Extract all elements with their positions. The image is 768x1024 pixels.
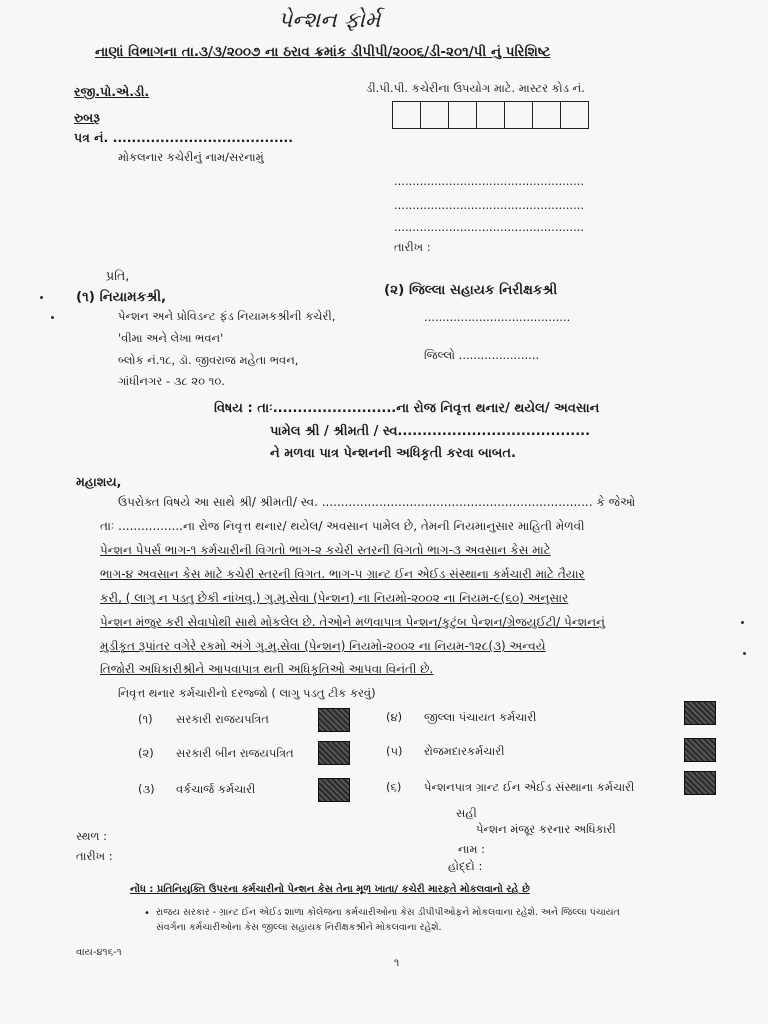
body-line: પેન્શન પેપર્સ ભાગ-૧ કર્મચારીની વિગતો ભાગ-૨ કચેરી સ્તરની વિગતો ભાગ-૩ અવસાન કેસ માટે — [100, 543, 551, 557]
recipient-2-title: (૨) જિલ્લા સહાયક નિરીક્ષકશ્રી — [384, 282, 558, 298]
code-box[interactable] — [393, 102, 421, 128]
registered-ad-label: રજી.પો.એ.ડી. — [74, 84, 150, 99]
officer-designation-field[interactable]: હોદ્દો : — [448, 859, 483, 873]
employee-grade-heading: નિવૃત્ત થનાર કર્મચારીનો દરજ્જો ( લાગુ પડતુ ટીક કરવું) — [118, 686, 376, 700]
grade-checkbox[interactable] — [684, 701, 716, 725]
grade-label: સરકારી બીન રાજયપત્રિત — [176, 746, 294, 760]
body-line: તાઃ .................ના રોજ નિવૃત્ત થનાર/ થયેલ/ અવસાન પામેલ છે, તેમની નિયમાનુસાર માહિતી મેળવી — [100, 519, 585, 533]
recipient-1-title: (૧) નિયામકશ્રી, — [76, 289, 167, 305]
grade-label: રોજમદારકર્મચારી — [424, 744, 505, 758]
recipient-2-field[interactable]: ........................................ — [424, 310, 571, 324]
date-label: તારીખ : — [394, 240, 431, 254]
page-number: ૧ — [394, 956, 400, 969]
code-box[interactable] — [561, 102, 588, 128]
handwritten-title: પેન્શન ફોર્મ — [278, 8, 381, 33]
grade-label: પેન્શનપાત્ર ગ્રાન્ટ ઈન એઈડ સંસ્થાના કર્મચારી — [424, 780, 635, 794]
body-line: મુડીકૃત રૂપાંતર વગેરે રકમો અંગે ગુ.મુ.સેવા (પેન્શન) નિયમો-૨૦૦૨ ના નિયમ-૧૨૮(૩) અન્વયે — [100, 639, 546, 653]
dpp-master-code-label: ડી.પી.પી. કચેરીના ઉપયોગ માટે. માસ્ટર કોડ નં. — [366, 81, 585, 95]
officer-name-field[interactable]: નામ : — [458, 842, 486, 856]
scan-speck — [40, 296, 43, 299]
body-line: તિજોરી અધિકારીશ્રીને આપવાપાત્ર થતી અધિકૃતિઓ આપવા વિનંતી છે. — [100, 662, 434, 676]
bullet-line: સંવર્ગના કર્મચારીઓના કેસ જીલ્લા સહાયક નિરીક્ષકશ્રીને મોકલવાના રહેશે. — [156, 922, 442, 933]
subject-line: પામેલ શ્રી / શ્રીમતી / સ્વ....................................... — [270, 424, 591, 439]
in-person-label: રુબરૂ — [74, 110, 100, 125]
scan-speck — [51, 316, 54, 319]
body-line: ઉપરોક્ત વિષયે આ સાથે શ્રી/ શ્રીમતી/ સ્વ. ....................................................................... કે જેઓ — [118, 495, 636, 509]
grade-checkbox[interactable] — [318, 708, 350, 732]
recipient-1-line: બ્લોક નં.૧૮, ડૉ. જીવરાજ મહેતા ભવન, — [118, 353, 299, 367]
bullet-line: રાજય સરકાર - ગ્રાન્ટ ઈન એઈડ શાળા કોલેજના કર્મચારીઓના કેસ ડીપીપીઓફને મોકલવાના રહેશે. અને જિલ્લા પંચાયત — [156, 907, 620, 918]
recipient-1-line: પેન્શન અને પ્રોવિડન્ટ ફંડ નિયામકશ્રીની કચેરી, — [118, 309, 336, 323]
to-label: પ્રતિ, — [106, 268, 130, 283]
grade-number: (૪) — [386, 710, 403, 724]
grade-number: (૬) — [386, 780, 402, 794]
code-box[interactable] — [505, 102, 533, 128]
resolution-header: નાણાં વિભાગના તા.૩/૩/૨૦૦૭ ના ઠરાવ ક્રમાંક ડીપીપી/૨૦૦૬/ડી-૨૦૧/પી નું પરિશિષ્ટ — [95, 44, 551, 60]
body-line: ભાગ-૪ અવસાન કેસ માટે કચેરી સ્તરની વિગત. ભાગ-૫ ગ્રાન્ટ ઈન એઈડ સંસ્થાના કર્મચારી માટે તૈયાર — [100, 567, 585, 581]
grade-checkbox[interactable] — [684, 771, 716, 795]
grade-number: (૧) — [138, 712, 153, 726]
scan-speck — [743, 652, 746, 655]
address-line-field[interactable]: .................................................... — [394, 174, 585, 188]
letter-number-field[interactable]: પત્ર નં. ...................................... — [74, 130, 294, 145]
grade-number: (૨) — [138, 746, 154, 760]
recipient-1-line: 'વીમા અને લેખા ભવન' — [118, 331, 224, 345]
grade-label: સરકારી રાજયપત્રિત — [176, 712, 269, 726]
sender-office-label: મોકલનાર કચેરીનું નામ/સરનામું — [118, 150, 264, 164]
grade-checkbox[interactable] — [684, 738, 716, 762]
grade-checkbox[interactable] — [318, 741, 350, 765]
grade-label: જીલ્લા પંચાયત કર્મચારી — [424, 710, 537, 724]
subject-line: વિષય : તાઃ.........................ના રોજ નિવૃત્ત થનાર/ થયેલ/ અવસાન — [214, 401, 600, 416]
form-code: વાય-૪૧૬-૧ — [76, 947, 122, 958]
note-text: નોંધ : પ્રતિનિયુક્તિ ઉપરના કર્મચારીનો પેન્શન કેસ તેના મૂળ ખાતા/ કચેરી મારફતે મોકલવાનો રહે છે — [130, 884, 530, 895]
address-line-field[interactable]: .................................................... — [394, 220, 585, 234]
grade-label: વર્કચાર્જ કર્મચારી — [176, 782, 256, 796]
bullet-icon: • — [144, 908, 150, 919]
master-code-boxes[interactable] — [392, 101, 589, 129]
recipient-1-line: ગાંધીનગર - ૩૮ ૨૦ ૧૦. — [118, 374, 225, 388]
code-box[interactable] — [477, 102, 505, 128]
body-line: કરી, ( લાગુ ન પડતુ છેકી નાંખવુ.) ગુ.મુ.સેવા (પેન્શન) ના નિયમો-૨૦૦૨ ના નિયમ-૯(૬૦) અનુસાર — [100, 591, 569, 605]
approving-officer-label: પેન્શન મંજૂર કરનાર અધિકારી — [476, 822, 616, 836]
code-box[interactable] — [421, 102, 449, 128]
district-field[interactable]: જિલ્લો ...................... — [424, 348, 540, 362]
scan-speck — [741, 621, 744, 624]
address-line-field[interactable]: .................................................... — [394, 198, 585, 212]
subject-line: ને મળવા પાત્ર પેન્શનની અધિકૃતી કરવા બાબત. — [270, 446, 516, 461]
place-field[interactable]: સ્થળ : — [76, 829, 108, 843]
grade-checkbox[interactable] — [318, 778, 350, 802]
date-field[interactable]: તારીખ : — [76, 849, 113, 863]
body-line: પેન્શન મંજુર કરી સેવાપોથી સાથે મોકલેલ છે. તેઓને મળવાપાત્ર પેન્શન/કુટુંબ પેન્શન/ગ્રેજયુઈટી/ પેન્શનનું — [100, 615, 605, 629]
grade-number: (૫) — [386, 744, 403, 758]
code-box[interactable] — [449, 102, 477, 128]
code-box[interactable] — [533, 102, 561, 128]
salutation: મહાશય, — [76, 474, 122, 489]
signature-label: સહી — [456, 806, 477, 820]
grade-number: (૩) — [138, 782, 155, 796]
